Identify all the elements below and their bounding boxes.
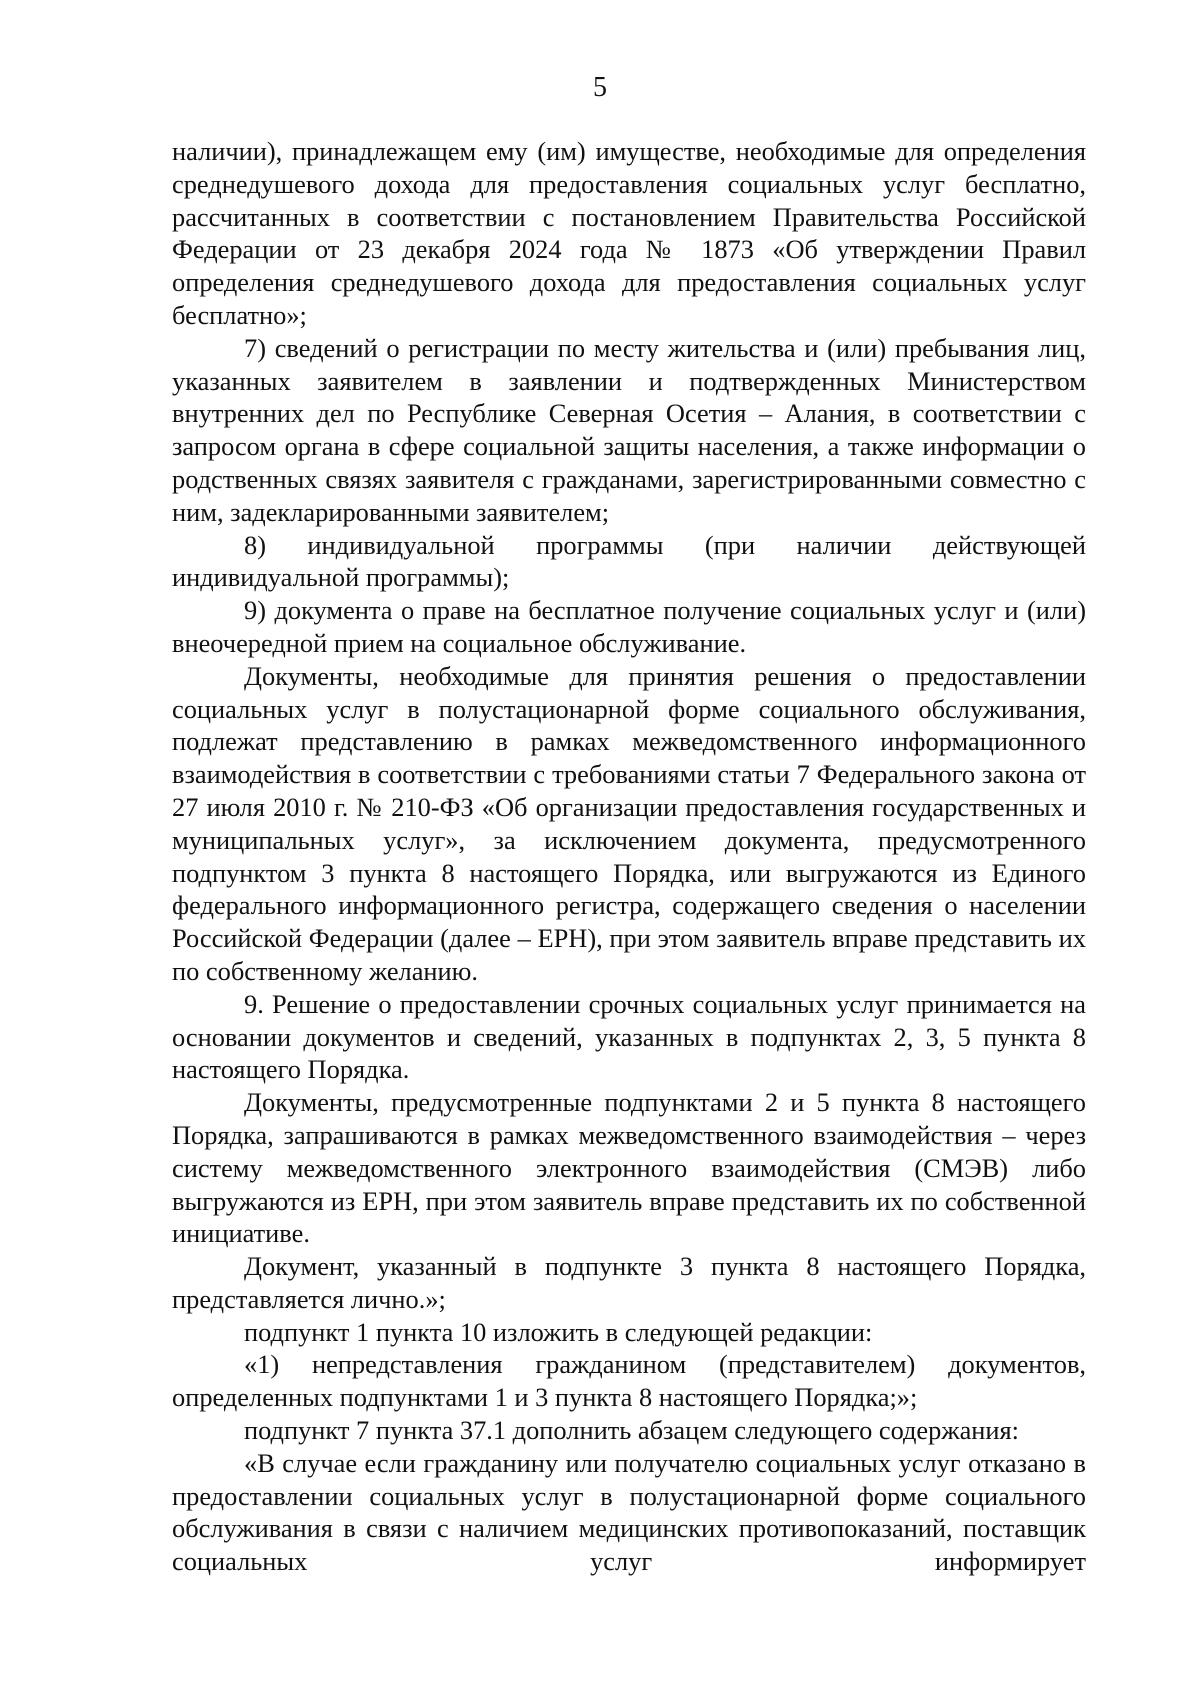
paragraph-10: «1) непредставления гражданином (представителем) документов, определенных подпунктами 1 и 3 пункта 8 настоящего Порядка;»;	[172, 1349, 1086, 1413]
paragraph-12: «В случае если гражданину или получателю социальных услуг отказано в предоставлении социальных услуг в полустационарной форме социального обслуживания в связи с наличием медицинских противопоказаний, поставщик социальных услуг информирует	[172, 1447, 1086, 1577]
paragraph-4: 9) документа о праве на бесплатное получение социальных услуг и (или) внеочередной прием на социальное обслуживание.	[172, 595, 1086, 658]
page-number: 5	[593, 72, 607, 103]
paragraph-5: Документы, необходимые для принятия решения о предоставлении социальных услуг в полустационарной форме социального обслуживания, подлежат представлению в рамках межведомственного информационного взаимодействия в соответствии с требованиями статьи 7 Федерального закона от 27 июля 2010 г. № 210-ФЗ «Об организации предоставления государственных и муниципальных услуг», за исключением документа, предусмотренного подпунктом 3 пункта 8 настоящего Порядка, или выгружаются из Единого федерального информационного регистра, содержащего сведения о населении Российской Федерации (далее – ЕРН), при этом заявитель вправе представить их по собственному желанию.	[172, 660, 1086, 986]
paragraph-1: наличии), принадлежащем ему (им) имуществе, необходимые для определения среднедушевого дохода для предоставления социальных услуг бесплатно, рассчитанных в соответствии с постановлением Правительства Российской Федерации от 23 декабря 2024 года № 1873 «Об утверждении Правил определения среднедушевого дохода для предоставления социальных услуг бесплатно»;	[172, 136, 1086, 330]
paragraph-9: подпункт 1 пункта 10 изложить в следующей редакции:	[244, 1316, 873, 1347]
paragraph-11: подпункт 7 пункта 37.1 дополнить абзацем следующего содержания:	[244, 1415, 1020, 1446]
document-body	[172, 135, 1086, 1578]
paragraph-3: 8) индивидуальной программы (при наличии действующей индивидуальной программы);	[172, 529, 1086, 593]
paragraph-8: Документ, указанный в подпункте 3 пункта 8 настоящего Порядка, представляется лично.»;	[172, 1251, 1086, 1314]
paragraph-2: 7) сведений о регистрации по месту жительства и (или) пребывания лиц, указанных заявителем в заявлении и подтвержденных Министерством внутренних дел по Республике Северная Осетия – Алания, в соответствии с запросом органа в сфере социальной защиты населения, а также информации о родственных связях заявителя с гражданами, зарегистрированными совместно с ним, задекларированными заявителем;	[172, 332, 1086, 527]
paragraph-6: 9. Решение о предоставлении срочных социальных услуг принимается на основании документов и сведений, указанных в подпунктах 2, 3, 5 пункта 8 настоящего Порядка.	[172, 988, 1086, 1085]
paragraph-7: Документы, предусмотренные подпунктами 2 и 5 пункта 8 настоящего Порядка, запрашиваются в рамках межведомственного взаимодействия – через систему межведомственного электронного взаимодействия (СМЭВ) либо выгружаются из ЕРН, при этом заявитель вправе представить их по собственной инициативе.	[172, 1087, 1086, 1249]
